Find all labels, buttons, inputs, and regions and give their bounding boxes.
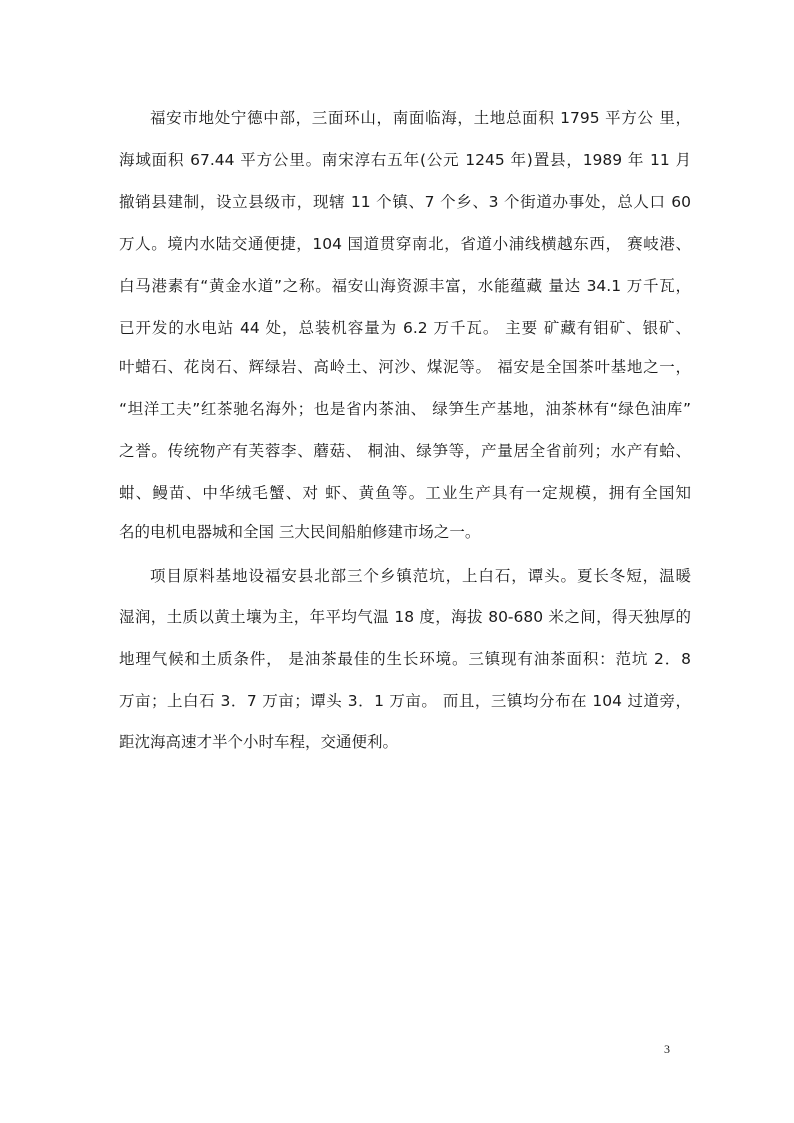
paragraph-1-line-4: 万人。境内水陆交通便捷，104 国道贯穿南北，省道小浦线横越东西， 赛岐港、 — [119, 235, 691, 253]
paragraph-1-line-2: 海域面积 67.44 平方公里。南宋淳右五年(公元 1245 年)置县，1989 年 11 月 — [119, 151, 691, 169]
paragraph-1-line-5: 白马港素有“黄金水道”之称。福安山海资源丰富，水能蕴藏 量达 34.1 万千瓦， — [119, 277, 691, 295]
paragraph-1-line-11: 名的电机电器城和全国 三大民间船舶修建市场之一。 — [119, 523, 481, 541]
paragraph-1-line-7: 叶蜡石、花岗石、辉绿岩、高岭土、河沙、煤泥等。 福安是全国茶叶基地之一， — [119, 358, 691, 376]
paragraph-1-line-8: “坦洋工夫”红茶驰名海外；也是省内茶油、 绿笋生产基地，油茶林有“绿色油库” — [119, 400, 691, 418]
paragraph-1-line-3: 撤销县建制，设立县级市，现辖 11 个镇、7 个乡、3 个街道办事处，总人口 60 — [119, 193, 691, 211]
paragraph-2-line-1: 项目原料基地设福安县北部三个乡镇范坑，上白石，谭头。夏长冬短，温暖 — [150, 567, 691, 585]
paragraph-1-line-1: 福安市地处宁德中部，三面环山，南面临海，土地总面积 1795 平方公 里， — [150, 109, 691, 127]
paragraph-1-line-6: 已开发的水电站 44 处，总装机容量为 6.2 万千瓦。 主要 矿藏有钼矿、银矿、 — [119, 319, 691, 337]
page-number: 3 — [664, 1042, 670, 1056]
paragraph-2-line-3: 地理气候和土质条件， 是油茶最佳的生长环境。三镇现有油茶面积：范坑 2．8 — [119, 650, 691, 668]
paragraph-2-line-4: 万亩；上白石 3．7 万亩；谭头 3．1 万亩。 而且，三镇均分布在 104 过道旁， — [119, 692, 691, 710]
paragraph-2-line-5: 距沈海高速才半个小时车程，交通便利。 — [119, 733, 399, 751]
paragraph-1-line-9: 之誉。传统物产有芙蓉李、蘑菇、 桐油、绿笋等，产量居全省前列；水产有蛤、 — [119, 442, 691, 460]
paragraph-1-line-10: 蚶、鳗苗、中华绒毛蟹、对 虾、黄鱼等。工业生产具有一定规模，拥有全国知 — [119, 484, 691, 502]
paragraph-2-line-2: 湿润，土质以黄土壤为主，年平均气温 18 度，海拔 80-680 米之间，得天独厚的 — [119, 608, 691, 626]
